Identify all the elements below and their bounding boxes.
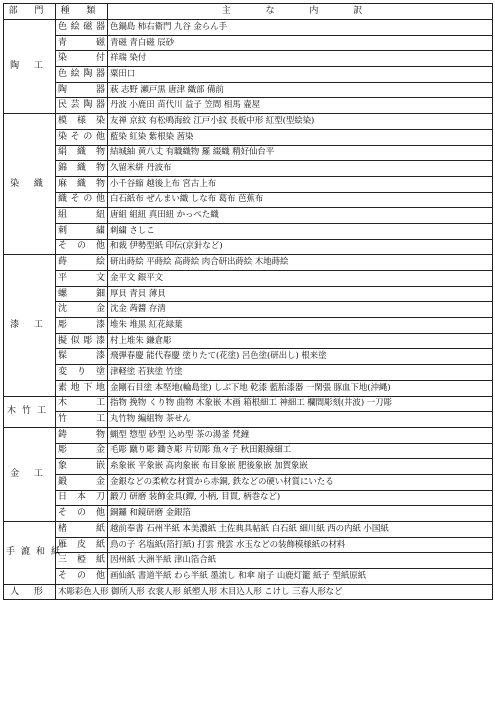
table-row [4, 20, 493, 36]
detail-cell: 村上堆朱 鎌倉彫 [108, 333, 493, 349]
type-cell: 髹 漆 [56, 349, 108, 365]
type-cell: その他 [56, 506, 108, 522]
detail-cell: 糸象嵌 平象嵌 高肉象嵌 布目象嵌 肥後象嵌 加賀象嵌 [108, 459, 493, 475]
type-cell: 組 紐 [56, 208, 108, 224]
table-row [4, 239, 493, 255]
table-row [4, 427, 493, 443]
table-row [4, 176, 493, 192]
type-cell: 色絵磁器 [56, 20, 108, 36]
table-row [4, 145, 493, 161]
table-row [4, 208, 493, 224]
type-cell: 麻織物 [56, 176, 108, 192]
table-row [4, 223, 493, 239]
table-row [4, 161, 493, 177]
department-cell: 陶 工 [4, 20, 56, 114]
header-type: 種 類 [56, 4, 108, 20]
detail-cell: 研出蒔絵 平蒔絵 高蒔絵 肉合研出蒔絵 木地蒔絵 [108, 255, 493, 271]
type-cell: 絹織物 [56, 145, 108, 161]
type-cell: 三椏紙 [56, 553, 108, 569]
type-cell: 青 磁 [56, 35, 108, 51]
type-cell: 染その他 [56, 129, 108, 145]
table-row [4, 129, 493, 145]
table-row [4, 380, 493, 396]
type-cell: 鍛 金 [56, 474, 108, 490]
department-cell: 漆 工 [4, 255, 56, 396]
detail-cell: 飛弾春慶 能代春慶 塗りたて(花塗) 呂色塗(研出し) 根来塗 [108, 349, 493, 365]
detail-cell: 越前奉書 石州半紙 本美濃紙 土佐典具帖紙 白石紙 細川紙 西の内紙 小国紙 [108, 522, 493, 538]
detail-cell: 青磁 青白磁 辰砂 [108, 35, 493, 51]
department-cell: 金 工 [4, 427, 56, 521]
table-row [4, 584, 493, 600]
header-breakdown: 主 な 内 訳 [108, 4, 493, 20]
department-cell: 染 織 [4, 114, 56, 255]
table-row [4, 474, 493, 490]
table-row [4, 537, 493, 553]
detail-cell: 色鍋島 柿右衛門 九谷 金らん手 [108, 20, 493, 36]
type-cell: 平 文 [56, 271, 108, 287]
type-cell: 雁皮紙 [56, 537, 108, 553]
table-row [4, 192, 493, 208]
detail-cell: 銅鑼 和鏡研磨 金銀箔 [108, 506, 493, 522]
detail-cell: 友禅 京紋 有松鳴海絞 江戸小紋 長板中形 紅型(型絵染) [108, 114, 493, 130]
type-cell: 彫 金 [56, 443, 108, 459]
department-cell: 木竹工 [4, 396, 56, 427]
table-row [4, 553, 493, 569]
detail-cell: 和裁 伊勢型紙 印伝(京針など) [108, 239, 493, 255]
detail-cell: 萩 志野 瀬戸黒 唐津 織部 備前 [108, 82, 493, 98]
detail-cell: 久留米絣 丹波布 [108, 161, 493, 177]
table-row [4, 365, 493, 381]
detail-cell: 金銀などの柔軟な材質から赤銅, 鉄などの硬い材質にいたる [108, 474, 493, 490]
type-cell: 染 付 [56, 51, 108, 67]
type-cell: 象 嵌 [56, 459, 108, 475]
type-cell: その他 [56, 569, 108, 585]
type-cell: 螺 鈿 [56, 286, 108, 302]
table-row [4, 286, 493, 302]
type-cell: 模様染 [56, 114, 108, 130]
detail-cell: 蝋型 惣型 砂型 込め型 茶の湯釜 梵鐘 [108, 427, 493, 443]
detail-cell: 鍛刀 研磨 装飾金具(鐔, 小柄, 目貫, 柄巻など) [108, 490, 493, 506]
type-cell: 変り塗 [56, 365, 108, 381]
department-cell: 人 形 [4, 584, 56, 600]
table-row [4, 490, 493, 506]
detail-cell: 厚貝 青貝 薄貝 [108, 286, 493, 302]
detail-cell: 指物 挽物 くり物 曲物 木象嵌 木画 箱根細工 神細工 欄間彫刻(井波) 一刀彫 [108, 396, 493, 412]
header-row [4, 4, 493, 20]
type-cell: 色絵陶器 [56, 67, 108, 83]
type-cell: 刺 繍 [56, 223, 108, 239]
detail-cell: 金剛石目塗 本堅地(輪島塗) しぶ下地 乾漆 藍胎漆器 一閑張 豚血下地(沖縄) [108, 380, 493, 396]
detail-cell: 丹波 小鹿田 苗代川 益子 笠間 相馬 壷屋 [108, 98, 493, 114]
detail-cell: 沈金 蒟醬 存清 [108, 302, 493, 318]
table-row [4, 255, 493, 271]
type-cell: その他 [56, 239, 108, 255]
type-cell: 蒔 絵 [56, 255, 108, 271]
type-cell: 鋳 物 [56, 427, 108, 443]
detail-cell: 刺繍 さしこ [108, 223, 493, 239]
type-cell: 陶 器 [56, 82, 108, 98]
type-cell: 楮 紙 [56, 522, 108, 538]
type-cell: 素地下地 [56, 380, 108, 396]
detail-cell: 唐組 組紐 真田紐 かっぺた織 [108, 208, 493, 224]
table-row [4, 67, 493, 83]
detail-cell: 津軽塗 若狭塗 竹塗 [108, 365, 493, 381]
table-row [4, 98, 493, 114]
table-row [4, 412, 493, 428]
table-row [4, 333, 493, 349]
table-row [4, 349, 493, 365]
type-cell: 竹 工 [56, 412, 108, 428]
detail-cell: 丸竹物 編組物 茶せん [108, 412, 493, 428]
detail-cell: 鳥の子 名塩紙(箔打紙) 打雲 飛雲 水玉などの装飾模様紙の材料 [108, 537, 493, 553]
type-cell: 織その他 [56, 192, 108, 208]
table-row [4, 459, 493, 475]
crafts-classification-table [3, 3, 493, 600]
detail-cell: 毛彫 蹴り彫 鋤き彫 片切彫 魚々子 秋田銀線細工 [108, 443, 493, 459]
detail-cell: 藍染 紅染 紫根染 茜染 [108, 129, 493, 145]
table-row [4, 569, 493, 585]
table-row [4, 302, 493, 318]
detail-cell: 因州紙 大洲半紙 津山箔合紙 [108, 553, 493, 569]
type-cell: 彫 漆 [56, 318, 108, 334]
table-row [4, 35, 493, 51]
detail-cell: 粟田口 [108, 67, 493, 83]
table-row [4, 396, 493, 412]
detail-cell: 木彫彩色人形 御所人形 衣裳人形 紙塑人形 木目込人形 こけし 三春人形など [56, 584, 493, 600]
table-row [4, 318, 493, 334]
header-department: 部 門 [4, 4, 56, 20]
table-row [4, 271, 493, 287]
type-cell: 日本刀 [56, 490, 108, 506]
table-row [4, 522, 493, 538]
detail-cell: 祥瑞 染付 [108, 51, 493, 67]
detail-cell: 金平文 銀平文 [108, 271, 493, 287]
detail-cell: 白石紙布 ぜんまい織 しな布 葛布 芭蕉布 [108, 192, 493, 208]
table-row [4, 82, 493, 98]
type-cell: 民芸陶器 [56, 98, 108, 114]
type-cell: 錦織物 [56, 161, 108, 177]
detail-cell: 画仙紙 書道半紙 わら半紙 墨流し 和傘 扇子 山鹿灯籠 紙子 型紙原紙 [108, 569, 493, 585]
detail-cell: 小千谷縮 越後上布 宮古上布 [108, 176, 493, 192]
table-row [4, 506, 493, 522]
table-row [4, 51, 493, 67]
detail-cell: 堆朱 堆黒 紅花緑葉 [108, 318, 493, 334]
type-cell: 木 工 [56, 396, 108, 412]
detail-cell: 結城紬 黄八丈 有職織物 羅 綴織 精好仙台平 [108, 145, 493, 161]
table-row [4, 443, 493, 459]
department-cell: 手漉和紙 [4, 522, 56, 585]
table-row [4, 114, 493, 130]
type-cell: 擬似彫漆 [56, 333, 108, 349]
type-cell: 沈 金 [56, 302, 108, 318]
